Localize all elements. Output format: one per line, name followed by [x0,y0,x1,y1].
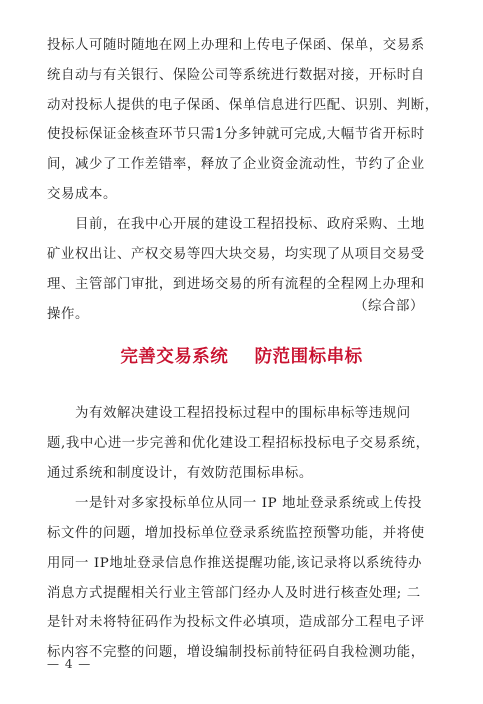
paragraph-line: 目前，在我中心开展的建设工程招投标、政府采购、土地 [75,217,425,232]
paragraph-line: 标文件的问题，增加投标单位登录系统监控预警功能，并将使 [47,526,425,541]
paragraph-line: 统自动与有关银行、保险公司等系统进行数据对接，开标时自 [47,68,425,83]
paragraph-line: 间，减少了工作差错率，释放了企业资金流动性，节约了企业 [47,157,425,172]
paragraph-line: 矿业权出让、产权交易等四大块交易，均实现了从项目交易受 [47,247,425,262]
department-signature: （综合部） [354,299,424,314]
paragraph-line: 为有效解决建设工程招投标过程中的围标串标等违规问 [75,406,411,421]
paragraph-line: 标内容不完整的问题，增设编制投标前特征码自我检测功能， [47,645,425,660]
paragraph-line: 是针对未将特征码作为投标文件必填项，造成部分工程电子评 [47,615,425,630]
paragraph-line: 交易成本。 [47,187,117,202]
paragraph-line: 使投标保证金核查环节只需1分多钟就可完成,大幅节省开标时 [47,127,425,142]
paragraph-line: 一是针对多家投标单位从同一 IP 地址登录系统或上传投 [75,496,422,511]
paragraph-line: 操作。 [47,307,89,322]
page-number: — 4 — [47,657,92,671]
paragraph-line: 消息方式提醒相关行业主管部门经办人及时进行核查处理; 二 [47,586,421,601]
paragraph-line: 通过系统和制度设计，有效防范围标串标。 [47,466,313,481]
paragraph-line: 动对投标人提供的电子保函、保单信息进行匹配、识别、判断， [47,98,439,113]
article-title: 完善交易系统 防范围标串标 [120,347,363,367]
paragraph-line: 投标人可随时随地在网上办理和上传电子保函、保单，交易系 [47,38,425,53]
paragraph-line: 用同一 IP地址登录信息作推送提醒功能,该记录将以系统待办 [47,556,422,571]
paragraph-line: 理、主管部门审批，到进场交易的所有流程的全程网上办理和 [47,277,425,292]
paragraph-line: 题,我中心进一步完善和优化建设工程招标投标电子交易系统， [47,436,430,451]
